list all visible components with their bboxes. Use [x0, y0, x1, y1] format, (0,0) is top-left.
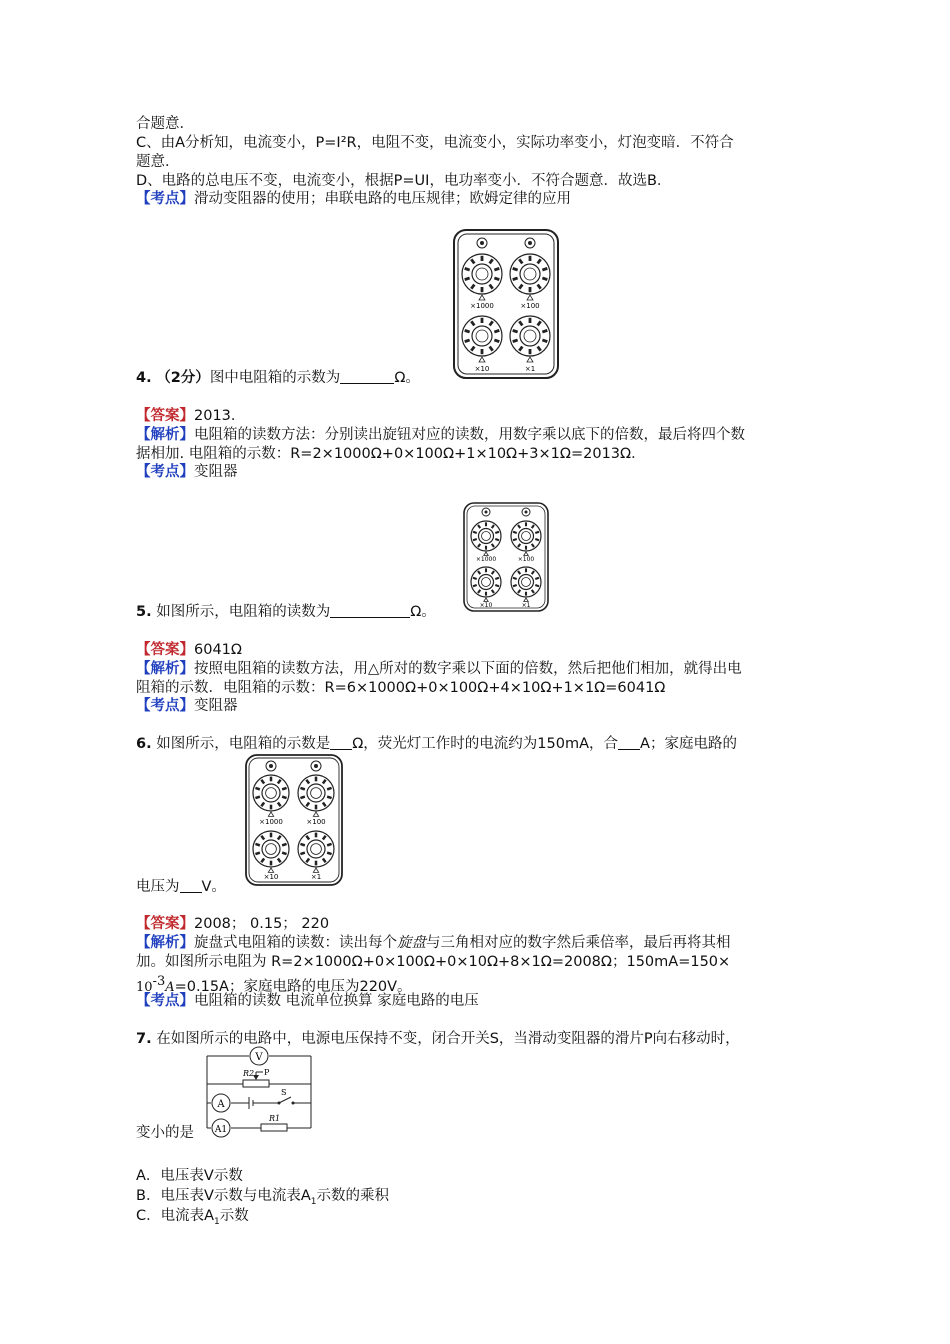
kaodian-text: 电阻箱的读数 电流单位换算 家庭电路的电压 — [194, 993, 479, 1009]
multiplier-label: ×100 — [517, 556, 535, 563]
resistance-box-figure-q6 — [244, 753, 344, 887]
multiplier-label: ×10 — [263, 873, 279, 881]
analysis-text: 按照电阻箱的读数方法，用△所对的数字乘以下面的倍数，然后把他们相加，就得出电 — [194, 661, 742, 677]
resistor-label: R1 — [269, 1114, 281, 1123]
kaodian-line — [136, 190, 571, 209]
question-text: 电压为 — [136, 879, 180, 895]
answer-text: 2008； 0.15； 220 — [194, 916, 330, 932]
question-text: 如图所示，电阻箱的示数是 — [156, 736, 331, 752]
analysis-line — [136, 660, 742, 679]
question-text: Ω，荧光灯工作时的电流约为150mA，合 — [352, 736, 619, 752]
unit-text: Ω。 — [394, 370, 420, 386]
kaodian-line — [136, 463, 238, 482]
analysis-tag: 【解析】 — [136, 661, 194, 677]
formula-text: 10 — [136, 979, 153, 995]
option-text: C．电流表A — [136, 1208, 215, 1224]
analysis-text: 电阻箱的读数方法：分别读出旋钮对应的读数，用数字乘以底下的倍数，最后将四个数 — [194, 427, 745, 443]
ammeter-a1-label: A1 — [214, 1125, 228, 1135]
answer-tag: 【答案】 — [136, 408, 194, 424]
multiplier-label: ×1 — [310, 873, 322, 881]
text-line: C、由A分析知，电流变小，P=I²R，电阻不变，电流变小，实际功率变小，灯泡变暗．不符合 — [136, 135, 734, 151]
resistance-box-figure-q4 — [452, 228, 560, 380]
question-number: 7. — [136, 1031, 152, 1047]
question-6-stem-cont — [136, 878, 226, 897]
unit-text: Ω。 — [410, 604, 436, 620]
analysis-text-italic: 旋盘 — [397, 935, 426, 951]
multiplier-label: ×100 — [306, 818, 326, 826]
analysis-line — [136, 934, 731, 953]
question-text: 在如图所示的电路中，电源电压保持不变，闭合开关S，当滑动变阻器的滑片P向右移动时， — [156, 1031, 740, 1047]
question-text: 如图所示，电阻箱的读数为 — [156, 604, 331, 620]
option-text: 示数的乘积 — [316, 1188, 390, 1204]
analysis-tag: 【解析】 — [136, 427, 194, 443]
voltmeter-label: V — [255, 1052, 263, 1063]
question-score: （2分） — [156, 370, 210, 386]
kaodian-text: 变阻器 — [194, 464, 238, 480]
slider-label: P — [264, 1068, 270, 1077]
question-text: A；家庭电路的 — [640, 736, 737, 752]
analysis-tag: 【解析】 — [136, 935, 194, 951]
analysis-text: 旋盘式电阻箱的读数：读出每个 — [194, 935, 397, 951]
answer-blank[interactable] — [330, 603, 410, 618]
subscript: 1 — [214, 1216, 220, 1227]
kaodian-line — [136, 697, 238, 716]
question-number: 4. — [136, 370, 152, 386]
answer-blank[interactable] — [340, 369, 394, 384]
question-4-stem — [136, 369, 420, 388]
question-text: 图中电阻箱的示数为 — [209, 370, 341, 386]
question-5-stem — [136, 603, 436, 622]
analysis-text: 与三角相对应的数字然后乘倍率，最后再将其相 — [426, 935, 731, 951]
question-number: 6. — [136, 736, 152, 752]
switch-label: S — [281, 1088, 287, 1097]
analysis-text: =0.15A；家庭电路的电压为220V。 — [174, 978, 412, 995]
subscript: 1 — [310, 1196, 317, 1207]
analysis-line: 阻箱的示数．电阻箱的示数：R=6×1000Ω+0×100Ω+4×10Ω+1×1Ω=6041Ω — [136, 680, 666, 696]
multiplier-label: ×10 — [479, 602, 493, 609]
answer-blank[interactable] — [618, 735, 640, 750]
analysis-line: 加。如图所示电阻为 R=2×1000Ω+0×100Ω+0×10Ω+8×1Ω=2008Ω；150mA=150× — [136, 954, 731, 970]
kaodian-line — [136, 992, 479, 1011]
formula-exponent: -3 — [152, 974, 166, 989]
multiplier-label: ×1 — [521, 602, 531, 609]
answer-tag: 【答案】 — [136, 642, 194, 658]
answer-blank[interactable] — [180, 878, 202, 893]
resistance-box-figure-q5 — [462, 501, 550, 613]
answer-text: 2013． — [194, 408, 246, 424]
multiplier-label: ×1 — [524, 365, 536, 373]
question-number: 5. — [136, 604, 152, 620]
kaodian-tag: 【考点】 — [136, 698, 194, 714]
answer-tag: 【答案】 — [136, 916, 194, 932]
text-line: D、电路的总电压不变，电流变小，根据P=UI，电功率变小．不符合题意．故选B． — [136, 173, 672, 189]
multiplier-label: ×1000 — [470, 302, 494, 310]
option-text: 示数 — [219, 1208, 249, 1224]
rheostat-label: R2 — [243, 1069, 255, 1078]
analysis-line — [136, 426, 745, 445]
option-text: B．电压表V示数与电流表A — [136, 1188, 311, 1204]
multiplier-label: ×10 — [474, 365, 490, 373]
formula-unit: A — [165, 979, 175, 995]
ammeter-label: A — [217, 1099, 225, 1110]
kaodian-tag: 【考点】 — [136, 464, 194, 480]
answer-line — [136, 641, 242, 660]
kaodian-text: 变阻器 — [194, 698, 238, 714]
answer-line — [136, 915, 329, 934]
analysis-line: 据相加. 电阻箱的示数：R=2×1000Ω+0×100Ω+1×10Ω+3×1Ω=2013Ω． — [136, 446, 646, 462]
question-7-stem-cont: 变小的是 — [136, 1125, 194, 1141]
text-line: 题意． — [136, 154, 180, 170]
question-6-stem — [136, 735, 737, 754]
option-a[interactable]: A．电压表V示数 — [136, 1168, 243, 1184]
answer-line — [136, 407, 245, 426]
multiplier-label: ×100 — [520, 302, 540, 310]
option-c[interactable] — [136, 1207, 249, 1232]
question-text: V。 — [201, 879, 226, 895]
kaodian-tag: 【考点】 — [136, 191, 194, 207]
answer-text: 6041Ω — [194, 642, 242, 658]
kaodian-tag: 【考点】 — [136, 993, 194, 1009]
text-line: 合题意． — [136, 116, 194, 132]
multiplier-label: ×1000 — [259, 818, 283, 826]
answer-blank[interactable] — [330, 735, 352, 750]
multiplier-label: ×1000 — [475, 556, 497, 563]
circuit-diagram — [201, 1046, 319, 1138]
kaodian-text: 滑动变阻器的使用；串联电路的电压规律；欧姆定律的应用 — [194, 191, 571, 207]
